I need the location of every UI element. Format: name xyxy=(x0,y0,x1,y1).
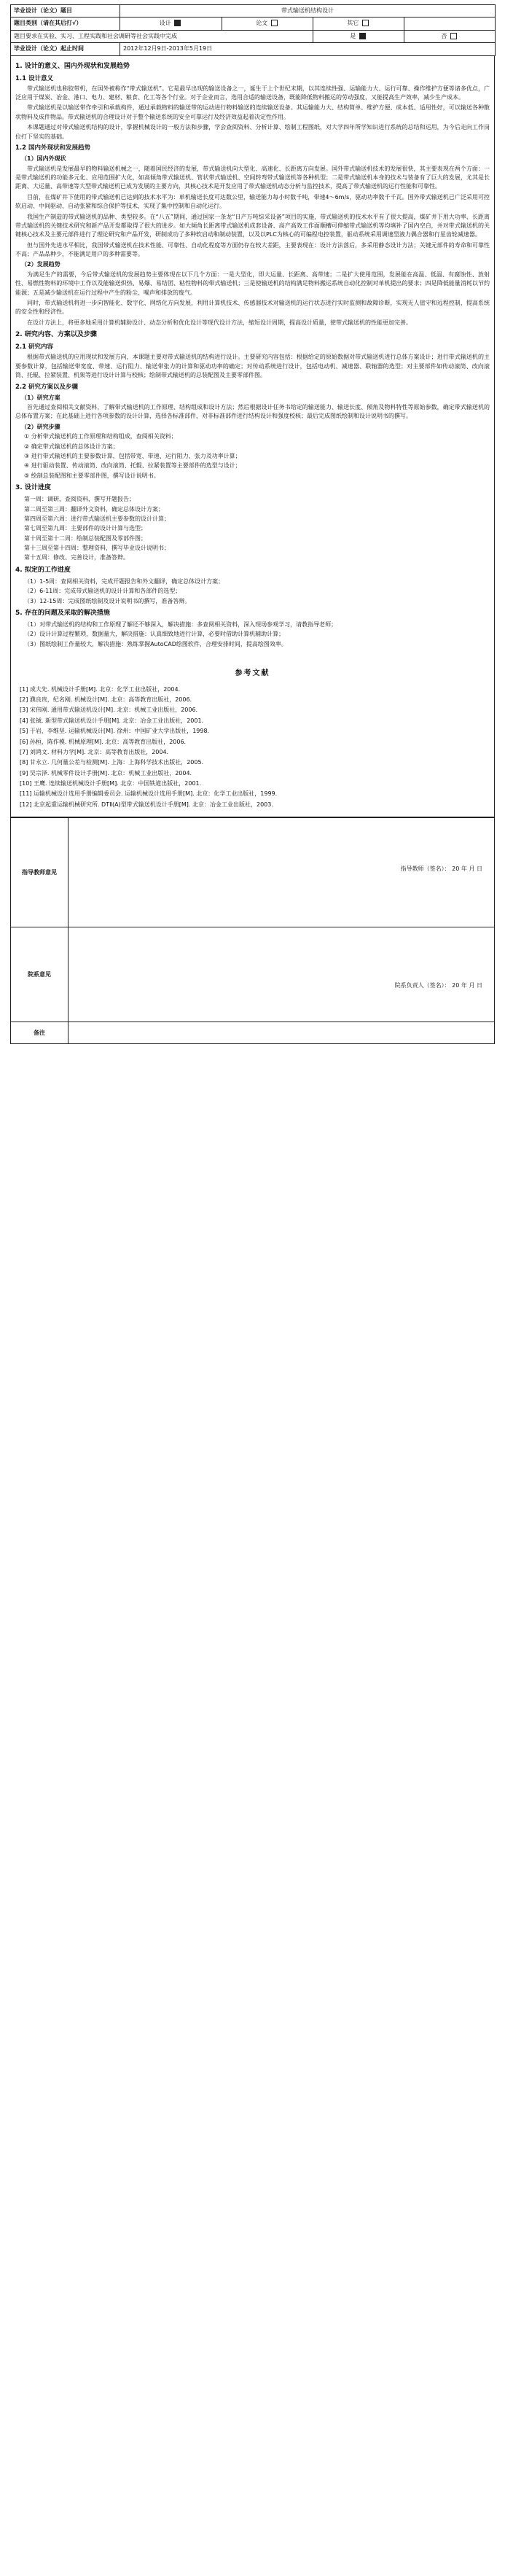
reference-item: [2] 濮良贵，纪名刚. 机械设计[M]. 北京：高等教育出版社，2006. xyxy=(20,696,192,703)
dept-signature-line: 院系负责人（签名）： 20 年 月 日 xyxy=(394,982,482,989)
reference-item: [3] 宋伟刚. 通用带式输送机设计[M]. 北京：机械工业出版社，2006. xyxy=(20,707,198,714)
list-item: 第十周至第十二周：绘制总装配图及零部件图； xyxy=(24,534,146,542)
advisor-opinion-label: 指导教师意见 xyxy=(11,818,68,927)
sub-subsection-title: （2）研究步骤 xyxy=(21,423,60,430)
list-item: （1）对带式输送机的结构和工作原理了解还不够深入，解决措施：多查阅相关资料，深入现场参观学习，请教指导老师； xyxy=(24,620,337,628)
paragraph: 为满足生产的需要，今后带式输送机的发展趋势主要体现在以下几个方面：一是大型化，即大运量、长距离、高带速；二是扩大使用范围，发展能在高温、低温、有腐蚀性、放射性、易燃性物料的环境中工作以及能输送炽热、易爆、易结团、粘性物料的带式输送机；三是使输送机的结构满足物料搬运系统自动化控制对单机提出的要求；四是降低能量消耗以节约能源；五是减少输送机在运行过程中产生的粉尘、噪声和排放的废气。 xyxy=(15,271,490,296)
list-item: （1）1-5周：查阅相关资料，完成开题报告和外文翻译，确定总体设计方案； xyxy=(24,577,224,585)
list-item: ② 确定带式输送机的总体设计方案； xyxy=(24,443,119,450)
list-item: 第七周至第九周：主要部件的设计计算与选型； xyxy=(24,525,146,532)
sub-subsection-title: （1）研究方案 xyxy=(21,394,60,401)
list-item: 第十三周至第十四周：整理资料，撰写毕业设计说明书； xyxy=(24,545,170,552)
reference-item: [11] 运输机械设计选用手册编辑委员会. 运输机械设计选用手册[M]. 北京：化学工业出版社，1999. xyxy=(20,790,278,798)
list-item: （2）设计计算过程繁琐，数据量大，解决措施：认真细致地进行计算，必要时借助计算机辅助计算； xyxy=(24,631,285,638)
section-title: 3. 设计进度 xyxy=(15,484,51,492)
reference-item: [4] 张钺. 新型带式输送机设计手册[M]. 北京：冶金工业出版社，2001. xyxy=(20,717,204,724)
checkbox-icon xyxy=(450,33,457,39)
type-option-thesis[interactable]: 论文 xyxy=(222,17,313,30)
reference-item: [6] 孙桓，陈作模. 机械原理[M]. 北京：高等教育出版社，2006. xyxy=(20,738,187,745)
checkbox-icon xyxy=(362,20,369,26)
list-item: ⑤ 绘制总装配图和主要零部件图，撰写设计说明书。 xyxy=(24,472,160,479)
paragraph: 带式输送机是以输送带作牵引和承载构件，通过承载物料的输送带的运动进行物料输送的连续输送设备。其运输能力大、结构简单、维护方便、成本低、适用性好，可以输送各种散状物料及成件物品。带式输送机的合理设计对于整个输送系统的安全可靠运行及经济效益起着决定性作用。 xyxy=(15,104,490,120)
advisor-signature-line: 指导教师（签名）： 20 年 月 日 xyxy=(400,865,482,873)
reference-item: [5] 于岩，李维坚. 运输机械设计[M]. 徐州：中国矿业大学出版社，1998. xyxy=(20,728,210,735)
title-value: 带式输送机结构设计 xyxy=(120,5,496,17)
note-box[interactable] xyxy=(68,1022,495,1044)
practice-yes[interactable]: 是 xyxy=(313,30,404,42)
type-option-design[interactable]: 设计 xyxy=(120,17,222,30)
note-label: 备注 xyxy=(11,1022,68,1044)
type-label: 题目类别（请在其后打√） xyxy=(11,17,120,30)
list-item: 第十五周：修改、完善设计，准备答辩。 xyxy=(24,554,129,561)
header-form xyxy=(10,4,496,56)
title-label: 毕业设计（论文）题目 xyxy=(11,5,120,17)
advisor-opinion-box[interactable] xyxy=(68,818,495,927)
period-label: 毕业设计（论文）起止时间 xyxy=(11,43,120,55)
paragraph: 目前，在煤矿井下使用的带式输送机已达到的技术水平为：单机输送长度可达数公里，输送能力每小时数千吨，带速4～6m/s，驱动功率数千千瓦。国外带式输送机已广泛采用可控软启动、中间驱动、自动张紧和综合保护等技术，实现了集中控制和自动化运行。 xyxy=(15,193,490,210)
list-item: （2）6-11周：完成带式输送机的设计计算和各部件的选型； xyxy=(24,588,181,595)
list-item: （3）图纸绘制工作量较大，解决措施：熟练掌握AutoCAD绘图软件，合理安排时间，提高绘图效率。 xyxy=(24,640,287,647)
paragraph: 本课题通过对带式输送机结构的设计，掌握机械设计的一般方法和步骤，学会查阅资料、分析计算、绘制工程图纸，对大学四年所学知识进行系统的总结和运用，为今后走向工作岗位打下坚实的基础。 xyxy=(15,124,490,140)
sub-subsection-title: （1）国内外现状 xyxy=(21,155,66,163)
list-item: 第四周至第六周：进行带式输送机主要参数的设计计算； xyxy=(24,515,170,522)
references-title: 参考文献 xyxy=(235,669,270,678)
reference-item: [12] 北京起重运输机械研究所. DTⅡ(A)型带式输送机设计手册[M]. 北京：冶金工业出版社，2003. xyxy=(20,801,273,808)
subsection-title: 1.1 设计意义 xyxy=(15,74,54,82)
practice-note: 题目要求在实验、实习、工程实践和社会调研等社会实践中完成 xyxy=(11,30,313,42)
sub-subsection-title: （2）发展趋势 xyxy=(21,261,60,268)
checkbox-icon xyxy=(174,20,181,26)
reference-item: [8] 甘永立. 几何量公差与检测[M]. 上海：上海科学技术出版社，2005. xyxy=(20,759,204,766)
list-item: ① 分析带式输送机的工作原理和结构组成，查阅相关资料； xyxy=(24,433,177,440)
list-item: ④ 进行驱动装置、传动滚筒、改向滚筒、托辊、拉紧装置等主要部件的选型与设计； xyxy=(24,462,241,470)
subsection-title: 2.2 研究方案以及步骤 xyxy=(15,383,79,391)
list-item: ③ 进行带式输送机的主要参数计算，包括带宽、带速、运行阻力、张力及功率计算； xyxy=(24,453,241,460)
dept-opinion-box[interactable] xyxy=(68,927,495,1022)
period-value: 2012年12月9日-2013年5月19日 xyxy=(120,43,496,55)
reference-item: [10] 王鹰. 连续输送机械设计手册[M]. 北京：中国铁道出版社，2001. xyxy=(20,780,202,787)
paragraph: 带式输送机是发展最早的物料输送机械之一，随着国民经济的发展，带式输送机向大型化、高速化、长距离方向发展。国外带式输送机技术的发展很快，其主要表现在两个方面：一是带式输送机的功能多元化、应用范围扩大化，如高倾角带式输送机、管状带式输送机、空间转弯带式输送机等各种机型；二是带式输送机本身的技术与装备有了巨大的发展，尤其是长距离、大运量、高带速等大型带式输送机已成为发展的主要方向，其核心技术是开发应用了带式输送机动态分析与监控技术，提高了带式输送机的运行性能和可靠性。 xyxy=(15,165,490,190)
practice-no[interactable]: 否 xyxy=(404,30,496,42)
paragraph: 首先通过查阅相关文献资料，了解带式输送机的工作原理、结构组成和设计方法；然后根据设计任务书给定的输送能力、输送长度、倾角及物料特性等原始参数，确定带式输送机的总体布置方案；在此基础上进行各项参数的设计计算，选择各标准部件，对非标准部件进行结构设计和强度校核；最后完成图纸绘制和设计说明书的撰写。 xyxy=(15,404,490,420)
list-item: 第一周：调研，查阅资料，撰写开题报告； xyxy=(24,496,135,503)
list-item: 第二周至第三周：翻译外文资料，确定总体设计方案； xyxy=(24,505,164,513)
section-title: 4. 拟定的工作进度 xyxy=(15,566,71,574)
reference-item: [1] 成大先. 机械设计手册[M]. 北京：化学工业出版社，2004. xyxy=(20,685,181,693)
section-title: 2. 研究内容、方案以及步骤 xyxy=(15,331,97,339)
section-title: 5. 存在的问题及采取的解决措施 xyxy=(15,609,110,617)
dept-opinion-label: 院系意见 xyxy=(11,927,68,1022)
checkbox-icon xyxy=(271,20,278,26)
reference-item: [9] 吴宗泽. 机械零件设计手册[M]. 北京：机械工业出版社，2004. xyxy=(20,769,192,777)
checkbox-icon xyxy=(359,33,366,39)
report-content xyxy=(10,56,495,818)
subsection-title: 2.1 研究内容 xyxy=(15,343,54,351)
type-blank xyxy=(404,17,496,30)
reference-item: [7] 刘鸿文. 材料力学[M]. 北京：高等教育出版社，2004. xyxy=(20,748,169,755)
paragraph: 带式输送机也称胶带机，在国外被称作“带式输送机”。它是最早出现的输送设备之一，诞生于上个世纪末期，以其连续性强、运输能力大、运行可靠、操作维护方便等诸多优点，广泛应用于煤炭、冶金、港口、电力、建材、粮食、化工等各个行业。对于企业而言，选用合适的输送设备，既能降低物料搬运的劳动强度，又能提高生产效率，减少生产成本。 xyxy=(15,85,490,101)
paragraph: 根据带式输送机的应用现状和发展方向，本课题主要对带式输送机的结构进行设计。主要研究内容包括：根据给定的原始数据对带式输送机进行总体方案设计；进行带式输送机的主要参数计算，包括输送带宽度、带速、运行阻力、输送带张力的计算和驱动功率的确定；对传动系统进行设计，包括电动机、减速器、联轴器的选型；对主要部件如传动滚筒、改向滚筒、托辊、拉紧装置、机架等进行设计计算与校核；绘制带式输送机的总装配图及主要零部件图。 xyxy=(15,354,490,379)
paragraph: 同时，带式输送机将进一步向智能化、数字化、网络化方向发展，利用计算机技术、传感器技术对输送机的运行状态进行实时监测和故障诊断，实现无人值守和远程控制，提高系统的安全性和经济性。 xyxy=(15,300,490,316)
subsection-title: 1.2 国内外现状和发展趋势 xyxy=(15,144,91,152)
paragraph: 我国生产制造的带式输送机的品种、类型较多。在“八五”期间，通过国家一条龙“日产万吨综采设备”项目的实施，带式输送机的技术水平有了很大提高，煤矿井下用大功率、长距离带式输送机的关键技术研究和新产品开发都取得了很大的进步。如大倾角长距离带式输送机成套设备、高产高效工作面顺槽可伸缩带式输送机等均填补了国内空白，并对带式输送机的关键核心技术及主要元部件进行了理论研究和产品开发，研制成功了多种软启动和制动装置，以及以PLC为核心的可编程电控装置，驱动系统采用调速型液力偶合器和行星齿轮减速器。 xyxy=(15,213,490,238)
list-item: （3）12-15周：完成图纸绘制及设计说明书的撰写，准备答辩。 xyxy=(24,597,191,604)
section-title: 1. 设计的意义、国内外现状和发展趋势 xyxy=(15,62,130,70)
paragraph: 在设计方法上，将更多地采用计算机辅助设计、动态分析和优化设计等现代设计方法，缩短设计周期，提高设计质量，使带式输送机的性能更加完善。 xyxy=(27,319,412,326)
paragraph: 但与国外先进水平相比，我国带式输送机在技术性能、可靠性、自动化程度等方面仍存在较大差距，主要表现在：设计方法落后，多采用静态设计方法；关键元部件的寿命和可靠性不高；产品品种少，不能满足用户的多种需要等。 xyxy=(15,241,490,258)
type-option-other[interactable]: 其它 xyxy=(313,17,404,30)
report-page xyxy=(10,4,495,1044)
approval-table xyxy=(10,817,495,1044)
